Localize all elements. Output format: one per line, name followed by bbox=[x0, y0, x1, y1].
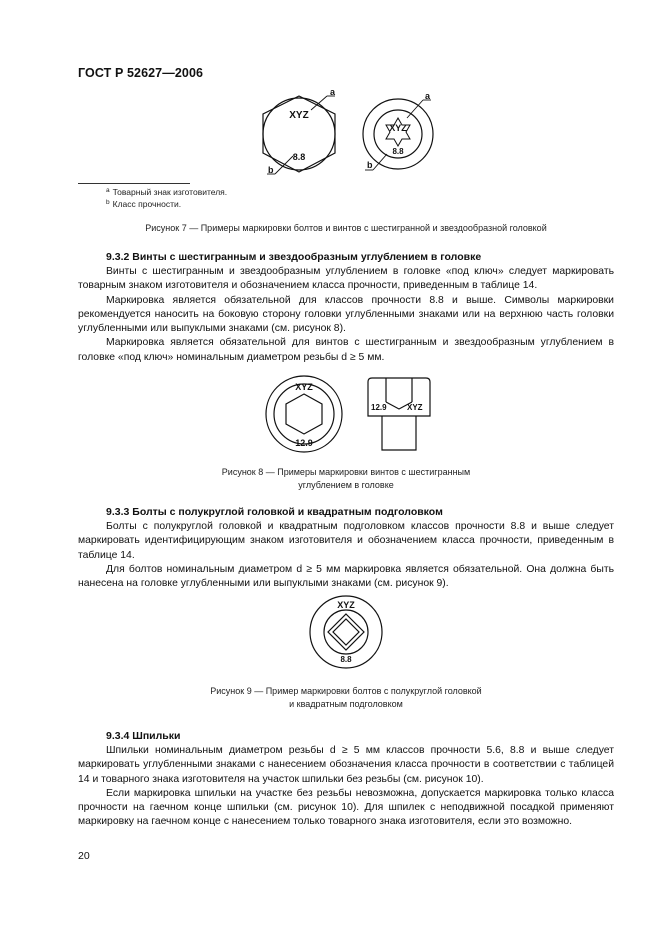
paragraph bbox=[78, 744, 614, 787]
figure-9-drawing bbox=[305, 594, 387, 674]
footnote-b-text: Класс прочности. bbox=[112, 199, 182, 209]
star-recess-head bbox=[363, 99, 433, 169]
paragraph-text: Шпильки номинальным диаметром резьбы d ≥ 5 мм классов прочности 5.6, 8.8 и выше следует маркировать углубленными знаками с нанесением обозначения класса прочности в соответствии с таблицей 14 и товарного знака изготовителя на участок шпильки без резьбы (см. рисунок 10). bbox=[78, 745, 614, 785]
fig7-label-b-2: b bbox=[367, 160, 373, 170]
figure-8-drawing bbox=[262, 372, 442, 457]
paragraph-text: Если маркировка шпильки на участке без резьбы невозможна, допускается маркировка только класса прочности на гаечном конце шпильки (см. рисунок 10). Для шпилек с неподвижной посадкой применяют маркировку на гаечном конце с нанесением только товарного знака изготовителя, если это возможно. bbox=[78, 787, 614, 828]
paragraph bbox=[78, 563, 614, 592]
paragraph-text: Для болтов номинальным диаметром d ≥ 5 мм маркировка является обязательной. Она должна быть нанесена на головке углубленными или выпуклыми знаками (см. рисунок 9). bbox=[78, 563, 614, 590]
page-number: 20 bbox=[78, 850, 90, 862]
figure-9-caption-line-1: Рисунок 9 — Пример маркировки болтов с полукруглой головкой bbox=[210, 686, 482, 696]
section-9-3-2-heading: 9.3.2 Винты с шестигранным и звездообразным углублением в головке bbox=[106, 251, 482, 263]
footnote-a-marker: a bbox=[106, 187, 110, 194]
hex-recess-screw-side-view bbox=[368, 378, 430, 450]
standard-header: ГОСТ Р 52627—2006 bbox=[78, 66, 204, 80]
fig8-side-mark-class: 12.9 bbox=[371, 403, 387, 412]
section-9-3-3-heading: 9.3.3 Болты с полукруглой головкой и квадратным подголовком bbox=[106, 506, 443, 518]
fig8-top-mark-xyz: XYZ bbox=[295, 382, 313, 392]
figure-7-caption: Рисунок 7 — Примеры маркировки болтов и винтов с шестигранной и звездообразной головкой bbox=[145, 223, 547, 233]
fig8-side-mark-xyz: XYZ bbox=[407, 403, 423, 412]
figure-8-caption bbox=[78, 466, 614, 492]
paragraph bbox=[78, 336, 614, 365]
paragraph-text: Винты с шестигранным и звездообразным углублением в головке «под ключ» следует маркировать товарным знаком изготовителя и обозначением класса прочности, приведенным в таблице 14. bbox=[78, 266, 614, 292]
figure-7-drawing bbox=[255, 88, 445, 183]
paragraph bbox=[78, 520, 614, 563]
paragraph bbox=[78, 265, 614, 294]
paragraph-text: Болты с полукруглой головкой и квадратным подголовком классов прочности 8.8 и выше следует маркировать идентифицирующим знаком изготовителя и обозначением класса прочности, приведенным в таблице 14. bbox=[78, 521, 614, 561]
fig7-label-b-1: b bbox=[268, 165, 274, 175]
fig9-mark-class: 8.8 bbox=[340, 655, 352, 664]
fig7-label-a-2: a bbox=[425, 91, 431, 101]
section-9-3-4-heading: 9.3.4 Шпильки bbox=[106, 730, 181, 742]
figure-8-caption-line-2: углублением в головке bbox=[298, 480, 394, 490]
section-9-3-2-body bbox=[78, 265, 614, 365]
paragraph bbox=[78, 787, 614, 830]
fig7-hex-mark-class: 8.8 bbox=[292, 152, 306, 162]
figure-8-caption-line-1: Рисунок 8 — Примеры маркировки винтов с шестигранным bbox=[221, 467, 471, 477]
figure-9-caption bbox=[78, 685, 614, 711]
fig7-label-a-1: a bbox=[330, 88, 336, 97]
figure-9-caption-line-2: и квадратным подголовком bbox=[289, 699, 403, 709]
fig8-top-mark-class: 12.9 bbox=[295, 438, 313, 448]
paragraph-text: Маркировка является обязательной для винтов с шестигранным и звездообразным углублением в головке «под ключ» номинальным диаметром резьбы d ≥ 5 мм. bbox=[78, 337, 614, 363]
footnote-a-text: Товарный знак изготовителя. bbox=[112, 187, 228, 197]
footnote-b-marker: b bbox=[106, 199, 110, 206]
paragraph bbox=[78, 294, 614, 337]
fig7-star-mark-class: 8.8 bbox=[392, 147, 404, 156]
fig7-star-mark-xyz: XYZ bbox=[389, 123, 407, 133]
section-9-3-4-body bbox=[78, 744, 614, 830]
fig9-mark-xyz: XYZ bbox=[337, 600, 355, 610]
footnote-separator bbox=[78, 183, 190, 184]
footnote-a bbox=[106, 187, 227, 197]
paragraph-text: Маркировка является обязательной для классов прочности 8.8 и выше. Символы маркировки рекомендуется наносить на боковую сторону головки углубленными знаками или на верхнюю часть головки углубленными или выпуклыми знаками (см. рисунок 8). bbox=[78, 294, 614, 335]
fig7-hex-mark-xyz: XYZ bbox=[289, 110, 309, 121]
footnote-b bbox=[106, 199, 181, 209]
section-9-3-3-body bbox=[78, 520, 614, 591]
